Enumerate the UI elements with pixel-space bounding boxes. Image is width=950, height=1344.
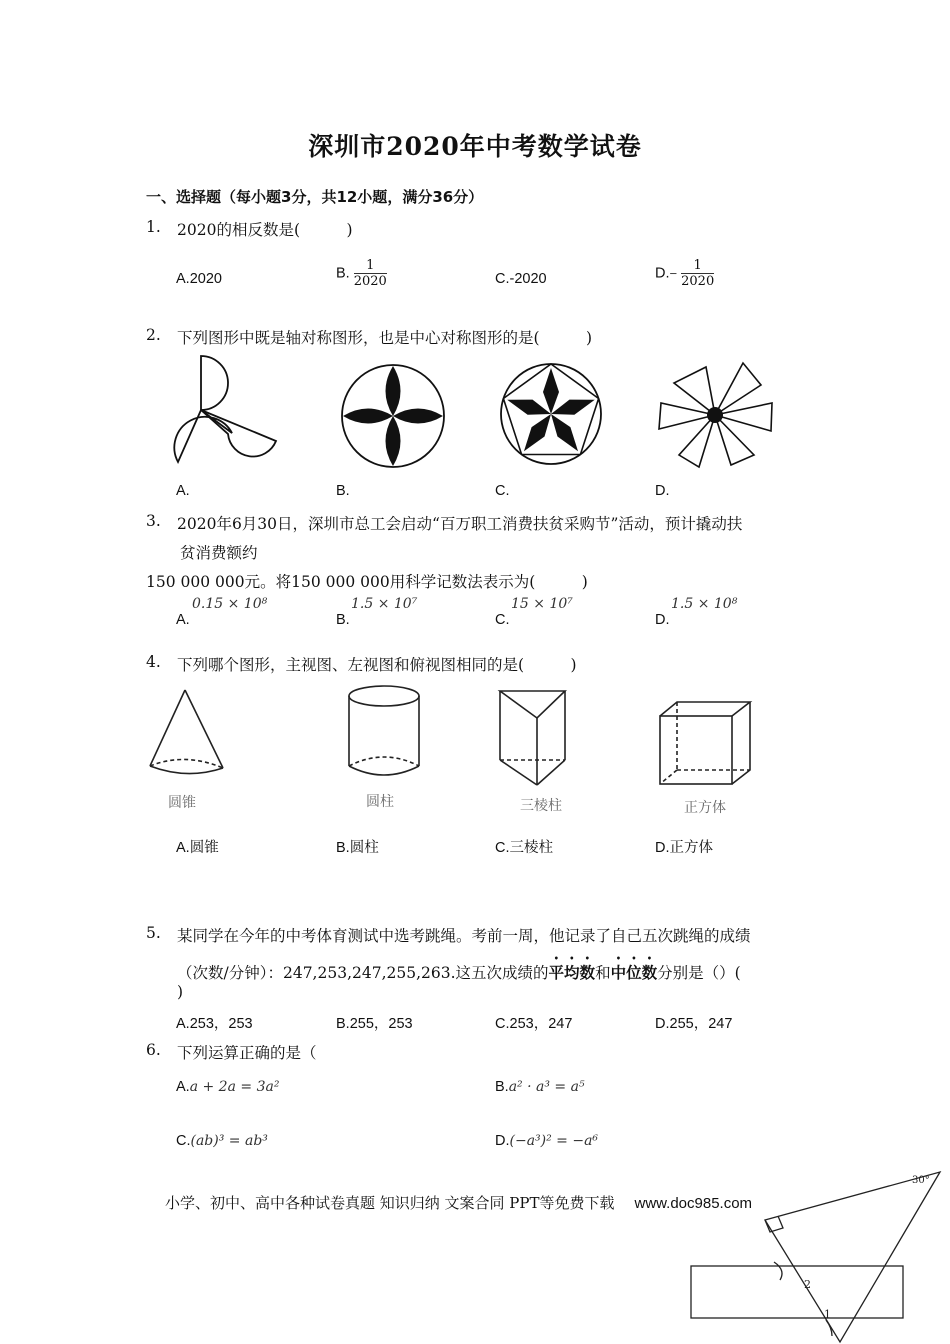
q6-text: 下列运算正确的是（ [177,1044,317,1062]
q1-option-d [655,258,714,289]
q2-text: 下列图形中既是轴对称图形，也是中心对称图形的是( ) [177,329,593,347]
q1-d-denominator: 2020 [681,274,715,289]
q6-option-d [495,1130,598,1149]
q4-option-a: A.圆锥 [176,840,219,856]
q2-figure-a-propeller [172,356,284,466]
section-heading: 一、选择题（每小题3分，共12小题，满分36分） [146,188,484,206]
q2-figure-c-pentagon-star [499,362,603,466]
q4-option-d: D.正方体 [655,840,713,856]
q5-option-d: D.255，247 [655,1016,733,1032]
q3-option-d-label: D. [655,612,670,628]
q3-line2: 贫消费额约 [180,544,258,562]
q3-option-a-math: 0.15 × 10⁸ [192,596,268,612]
q5-line2-post: 分别是（）( [657,964,741,982]
q3-option-d-math: 1.5 × 10⁸ [671,596,738,612]
q3-number: 3. [146,512,161,530]
q3-line1: 2020年6月30日，深圳市总工会启动“百万职工消费扶贫采购节”活动，预计撬动扶 [177,515,743,533]
corner-label-2: 2 [804,1278,811,1291]
corner-label-1: 1 [824,1308,831,1321]
q1-option-d-fraction [681,258,714,289]
footer-text: 小学、初中、高中各种试卷真题 知识归纳 文案合同 PPT等免费下载 [165,1194,615,1212]
q1-option-b-label: B. [336,265,350,282]
corner-figure-triangle-ruler [690,1170,948,1342]
q2-figure-d-pinwheel [659,359,775,467]
q4-option-b: B.圆柱 [336,840,379,856]
q4-figure-triangular-prism [497,688,569,788]
q1-option-a: A.2020 [176,271,222,287]
q5-line1: 某同学在今年的中考体育测试中选考跳绳。考前一周，他记录了自己五次跳绳的成绩 [177,927,751,945]
q4-figure-cube [657,700,753,788]
footer-site-link[interactable]: www.doc985.com [634,1195,753,1212]
q2-label-d: D. [655,483,670,499]
q5-option-c: C.253，247 [495,1016,573,1032]
q4-figure-cone [147,688,227,780]
q4-caption-cube: 正方体 [684,800,726,816]
q5-emphasis-median: 中位数 [610,963,658,982]
q5-line3: ) [177,983,184,1001]
q6-option-c [176,1130,268,1149]
q3-option-c-math: 15 × 10⁷ [511,596,573,612]
q1-b-denominator: 2020 [353,274,387,289]
q2-number: 2. [146,326,161,344]
q5-number: 5. [146,924,161,942]
q3-option-c-label: C. [495,612,510,628]
q1-text: 2020的相反数是( ) [177,221,353,239]
q1-b-numerator: 1 [366,258,375,273]
q1-option-b-fraction [354,258,387,289]
q3-option-b-label: B. [336,612,350,628]
q6-option-d-math: (−a³)² = −a⁶ [509,1133,599,1149]
q6-option-a-label: A. [176,1079,190,1095]
corner-angle-label: 30° [912,1175,930,1186]
q4-caption-cylinder: 圆柱 [366,794,394,810]
q5-option-a: A.253，253 [176,1016,253,1032]
q6-option-c-label: C. [176,1133,191,1149]
q6-option-c-math: (ab)³ = ab³ [190,1133,268,1149]
q3-line3: 150 000 000元。将150 000 000用科学记数法表示为( ) [146,573,588,591]
q2-label-b: B. [336,483,350,499]
q3-option-a-label: A. [176,612,190,628]
q2-figure-b-circle-leaves [340,363,446,469]
q4-caption-prism: 三棱柱 [520,798,562,814]
q4-number: 4. [146,653,161,671]
q1-option-b [336,258,387,289]
q6-option-b [495,1076,585,1095]
footer [165,1192,752,1213]
q1-d-numerator: 1 [693,258,702,273]
q2-label-c: C. [495,483,510,499]
q6-number: 6. [146,1041,161,1059]
q1-number: 1. [146,218,161,236]
q6-option-a-math: a + 2a = 3a² [189,1079,280,1095]
q4-option-c: C.三棱柱 [495,840,553,856]
q4-text: 下列哪个图形，主视图、左视图和俯视图相同的是( ) [177,656,577,674]
q1-option-d-label: D. [655,265,670,282]
q1-option-d-sign: − [669,266,678,281]
q5-emphasis-mean: 平均数 [548,963,596,982]
q5-line2-and: 和 [595,964,611,982]
q6-option-a [176,1076,279,1095]
q5-option-b: B.255，253 [336,1016,413,1032]
q2-label-a: A. [176,483,190,499]
page-title: 深圳市2020年中考数学试卷 [308,132,642,161]
q1-option-c: C.-2020 [495,271,547,287]
q4-caption-cone: 圆锥 [168,795,196,811]
q6-option-b-label: B. [495,1079,509,1095]
q5-line2-pre: （次数/分钟）：247,253,247,255,263.这五次成绩的 [177,964,549,982]
q6-option-d-label: D. [495,1133,510,1149]
q5-line2 [177,953,741,983]
q6-option-b-math: a² · a³ = a⁵ [508,1079,585,1095]
q3-option-b-math: 1.5 × 10⁷ [351,596,418,612]
q4-figure-cylinder [346,684,424,778]
